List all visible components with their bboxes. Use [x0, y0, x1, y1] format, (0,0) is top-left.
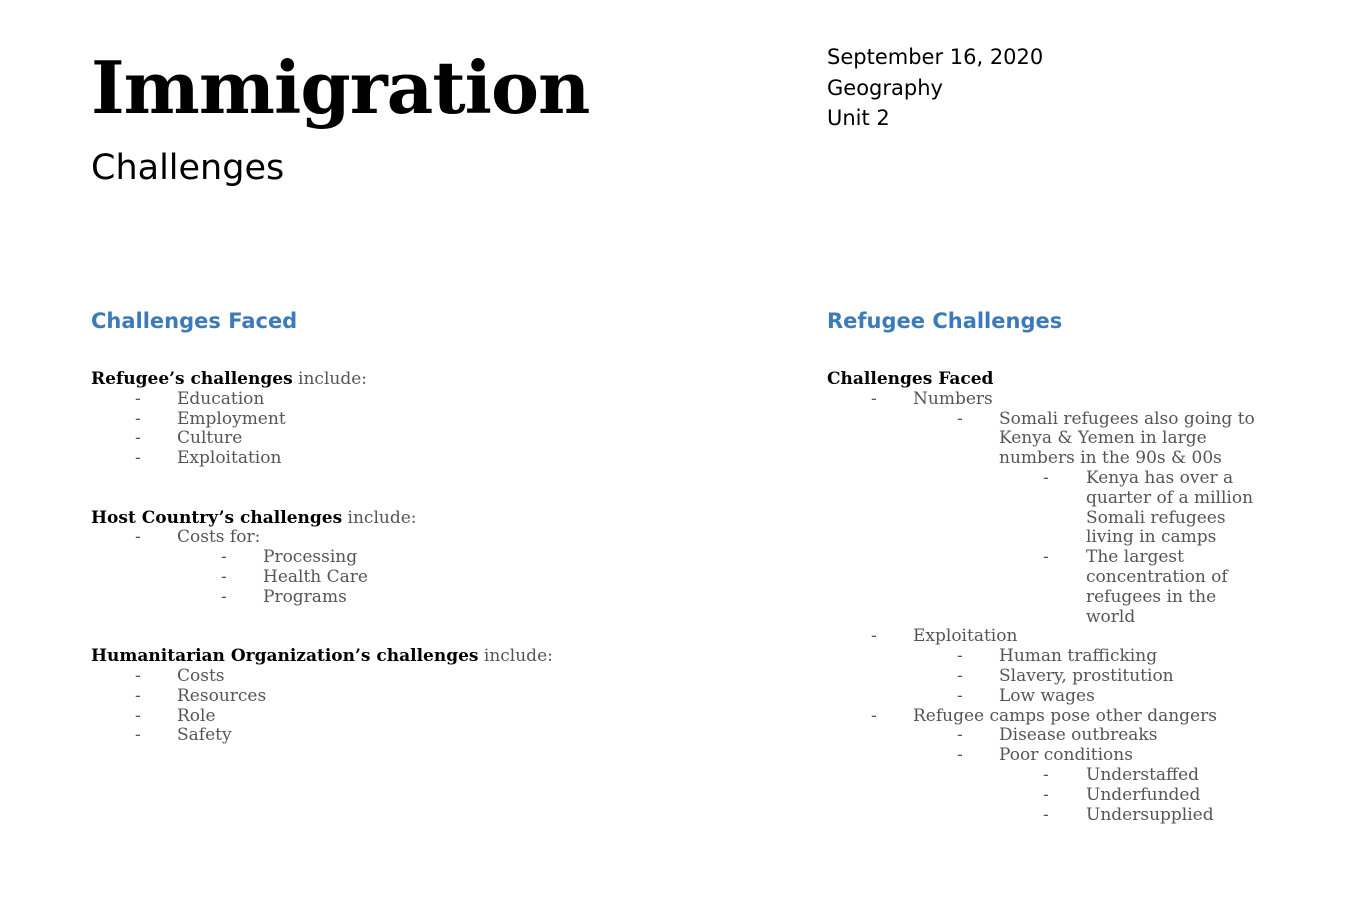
dash-bullet: -	[135, 388, 141, 409]
subject-text: Geography	[827, 75, 943, 100]
dash-bullet: -	[957, 408, 963, 429]
list-item-text: Processing	[263, 547, 358, 568]
dash-bullet: -	[221, 566, 227, 587]
dash-bullet: -	[871, 705, 877, 726]
humanitarian-challenges-intro	[91, 647, 711, 667]
list-item-text: Education	[177, 388, 265, 409]
section-heading-challenges-faced: Challenges Faced	[91, 309, 298, 333]
list-item-text: Health Care	[263, 566, 368, 587]
refugee-challenges-intro	[827, 370, 1255, 390]
dash-bullet: -	[1043, 764, 1049, 785]
page-title: Immigration	[91, 45, 590, 130]
list-item-text: Refugee camps pose other dangers	[913, 705, 1217, 726]
list-item	[827, 469, 1255, 548]
dash-bullet: -	[1043, 467, 1049, 488]
list-item-text: The largest concentration of refugees in the world	[1086, 547, 1228, 627]
list-item-text: Costs	[177, 665, 225, 686]
list-item-text: Costs for:	[177, 527, 261, 548]
dash-bullet: -	[135, 665, 141, 686]
dash-bullet: -	[221, 586, 227, 607]
refugee-challenges-label: Refugee’s challenges	[91, 369, 293, 389]
list-item-text: Role	[177, 705, 216, 726]
include-text: include:	[292, 369, 368, 389]
list-item	[827, 726, 1255, 746]
document-meta	[827, 42, 1043, 134]
dash-bullet: -	[135, 428, 141, 449]
list-item	[827, 746, 1255, 766]
list-item	[91, 588, 711, 608]
dash-bullet: -	[1043, 547, 1049, 568]
list-item-text: Low wages	[999, 685, 1095, 706]
dash-bullet: -	[135, 408, 141, 429]
dash-bullet: -	[957, 725, 963, 746]
right-column	[827, 370, 1255, 825]
page-subtitle: Challenges	[91, 148, 285, 188]
list-item	[827, 410, 1255, 469]
list-item	[827, 806, 1255, 826]
list-item-text: Undersupplied	[1086, 804, 1214, 825]
list-item	[91, 726, 711, 746]
left-column	[91, 370, 711, 746]
list-item	[91, 687, 711, 707]
dash-bullet: -	[221, 547, 227, 568]
dash-bullet: -	[871, 626, 877, 647]
dash-bullet: -	[957, 745, 963, 766]
include-text: include:	[478, 646, 553, 667]
list-item	[91, 390, 711, 410]
include-text: include:	[342, 507, 417, 528]
list-item	[827, 548, 1255, 627]
list-item-text: Kenya has over a quarter of a million Somali refugees living in camps	[1086, 467, 1254, 548]
list-item-text: Programs	[263, 586, 347, 607]
list-item-text: Human trafficking	[999, 646, 1158, 667]
list-item-text: Understaffed	[1086, 764, 1200, 785]
list-item	[827, 667, 1255, 687]
list-item	[91, 548, 711, 568]
dash-bullet: -	[135, 448, 141, 469]
list-item	[91, 449, 711, 469]
list-item	[91, 568, 711, 588]
list-item	[827, 707, 1255, 727]
dash-bullet: -	[135, 527, 141, 548]
list-item-text: Exploitation	[913, 626, 1018, 647]
list-item	[827, 786, 1255, 806]
list-item-text: Poor conditions	[999, 745, 1133, 766]
dash-bullet: -	[135, 685, 141, 706]
dash-bullet: -	[957, 665, 963, 686]
host-challenges-label: Host Country’s challenges	[91, 507, 343, 528]
dash-bullet: -	[1043, 804, 1049, 825]
challenges-faced-label: Challenges Faced	[827, 370, 994, 389]
list-item-text: Safety	[177, 725, 232, 746]
dash-bullet: -	[957, 646, 963, 667]
list-item	[91, 707, 711, 727]
list-item	[827, 647, 1255, 667]
list-item-text: Slavery, prostitution	[999, 665, 1174, 686]
list-item	[827, 687, 1255, 707]
list-item-text: Numbers	[913, 388, 993, 409]
dash-bullet: -	[135, 725, 141, 746]
list-item	[827, 766, 1255, 786]
list-item-text: Disease outbreaks	[999, 725, 1158, 746]
list-item-text: Resources	[177, 685, 267, 706]
unit-text: Unit 2	[827, 106, 890, 130]
list-item-text: Underfunded	[1086, 784, 1201, 805]
section-heading-refugee-challenges: Refugee Challenges	[827, 309, 1063, 333]
dash-bullet: -	[135, 705, 141, 726]
list-item	[91, 667, 711, 687]
list-item-text: Employment	[177, 408, 286, 429]
list-item-text: Culture	[177, 428, 243, 449]
dash-bullet: -	[871, 388, 877, 409]
list-item	[91, 410, 711, 430]
dash-bullet: -	[1043, 784, 1049, 805]
list-item-text: Somali refugees also going to Kenya & Yemen in large numbers in the 90s & 00s	[999, 408, 1255, 469]
date-text: September 16, 2020	[827, 45, 1044, 69]
list-item	[91, 429, 711, 449]
list-item	[827, 390, 1255, 410]
list-item-text: Exploitation	[177, 448, 282, 469]
dash-bullet: -	[957, 685, 963, 706]
list-item	[91, 528, 711, 548]
refugee-challenges-intro	[91, 370, 711, 390]
host-challenges-intro	[91, 509, 711, 529]
humanitarian-challenges-label: Humanitarian Organization’s challenges	[91, 646, 479, 667]
list-item	[827, 627, 1255, 647]
